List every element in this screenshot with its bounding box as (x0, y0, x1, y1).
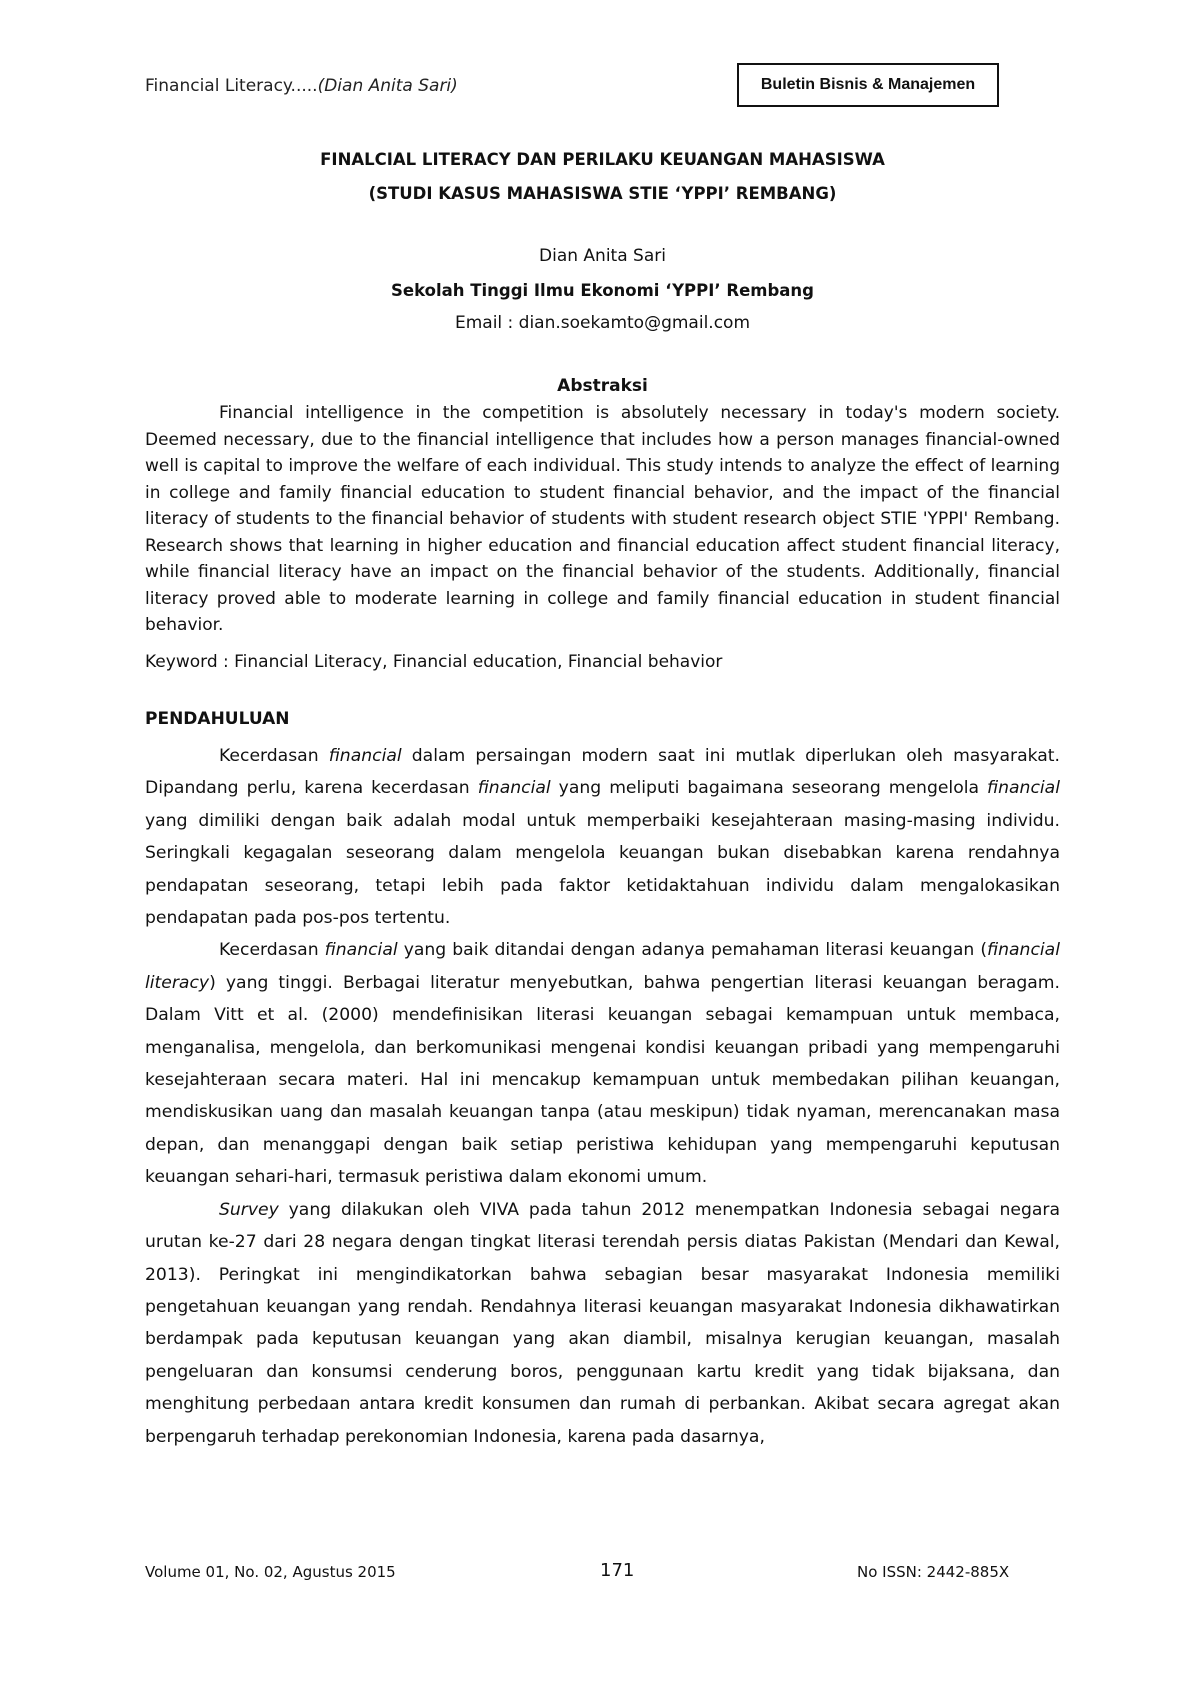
paper-title-line2: (STUDI KASUS MAHASISWA STIE ‘YPPI’ REMBANG) (368, 184, 837, 203)
abstract-heading: Abstraksi (557, 376, 648, 396)
section-heading: PENDAHULUAN (145, 709, 290, 729)
paragraph-3 (145, 1194, 1060, 1453)
page-number: 171 (600, 1560, 635, 1581)
text-run: yang dilakukan oleh VIVA pada tahun 2012 menempatkan Indonesia sebagai negara urutan ke-27 dari 28 negara dengan tingkat literasi terendah persis diatas Pakistan (Mendari dan Kewal, 2013). Peringkat ini mengindikatorkan bahwa sebagian besar masyarakat Indonesia memiliki pengetahuan keuangan yang rendah. Rendahnya literasi keuangan masyarakat Indonesia dikhawatirkan berdampak pada keputusan keuangan yang akan diambil, misalnya kerugian keuangan, masalah pengeluaran dan konsumsi cenderung boros, penggunaan kartu kredit yang tidak bijaksana, dan menghitung perbedaan antara kredit konsumen dan rumah di perbankan. Akibat secara agregat akan berpengaruh terhadap perekonomian Indonesia, karena pada dasarnya, (145, 1199, 1060, 1447)
author-name: Dian Anita Sari (539, 246, 666, 266)
text-run: yang dimiliki dengan baik adalah modal untuk memperbaiki kesejahteraan masing-masing individu. Seringkali kegagalan seseorang dalam mengelola keuangan bukan disebabkan karena rendahnya pendapatan seseorang, tetapi lebih pada faktor ketidaktahuan individu dalam mengalokasikan pendapatan pada pos-pos tertentu. (145, 810, 1060, 929)
abstract-body: Financial intelligence in the competition is absolutely necessary in today's modern society. Deemed necessary, due to the financial intelligence that includes how a person manages financial-owned well is capital to improve the welfare of each individual. This study intends to analyze the effect of learning in college and family financial education to student financial behavior, and the impact of the financial literacy of students to the financial behavior of students with student research object STIE 'YPPI' Rembang. Research shows that learning in higher education and financial education affect student financial literacy, while financial literacy have an impact on the financial behavior of the students. Additionally, financial literacy proved able to moderate learning in college and family financial education in student financial behavior. (145, 403, 1060, 635)
footer-volume: Volume 01, No. 02, Agustus 2015 (145, 1563, 396, 1581)
italic-term: financial (324, 940, 398, 961)
paragraph-2 (145, 934, 1060, 1193)
paragraph-1 (145, 740, 1060, 934)
journal-name: Buletin Bisnis & Manajemen (760, 76, 976, 93)
text-run: Kecerdasan (219, 746, 329, 766)
italic-term: financial (477, 778, 551, 799)
italic-term: financial (328, 746, 402, 766)
footer-issn: No ISSN: 2442-885X (857, 1563, 1010, 1581)
text-run: Kecerdasan (219, 940, 325, 961)
italic-term: financial (987, 778, 1060, 799)
paper-title-line1: FINALCIAL LITERACY DAN PERILAKU KEUANGAN MAHASISWA (320, 150, 885, 169)
italic-term: Survey (219, 1199, 279, 1220)
section-body (145, 740, 1060, 1453)
running-head (145, 76, 458, 96)
text-run: dalam persaingan modern saat ini mutlak diperlukan oleh masyarakat. Dipandang perlu, karena kecerdasan (145, 746, 1060, 799)
author-email: Email : dian.soekamto@gmail.com (454, 313, 751, 333)
keywords: Keyword : Financial Literacy, Financial education, Financial behavior (145, 652, 723, 672)
running-author: (Dian Anita Sari) (317, 76, 458, 96)
text-run: yang baik ditandai dengan adanya pemahaman literasi keuangan ( (397, 940, 988, 961)
author-institution: Sekolah Tinggi Ilmu Ekonomi ‘YPPI’ Rembang (391, 281, 814, 300)
italic-term: financial literacy (145, 940, 1060, 993)
running-title: Financial Literacy..... (145, 76, 318, 96)
text-run: ) yang tinggi. Berbagai literatur menyebutkan, bahwa pengertian literasi keuangan beragam. Dalam Vitt et al. (2000) mendefinisikan literasi keuangan sebagai kemampuan untuk membaca, menganalisa, mengelola, dan berkomunikasi mengenai kondisi keuangan pribadi yang mempengaruhi kesejahteraan secara materi. Hal ini mencakup kemampuan untuk membedakan pilihan keuangan, mendiskusikan uang dan masalah keuangan tanpa (atau meskipun) tidak nyaman, merencanakan masa depan, dan menanggapi dengan baik setiap peristiwa kehidupan yang mempengaruhi keputusan keuangan sehari-hari, termasuk peristiwa dalam ekonomi umum. (145, 972, 1060, 1188)
abstract-text (145, 400, 1060, 639)
text-run: yang meliputi bagaimana seseorang mengelola (550, 778, 988, 799)
journal-name-box (737, 63, 999, 107)
